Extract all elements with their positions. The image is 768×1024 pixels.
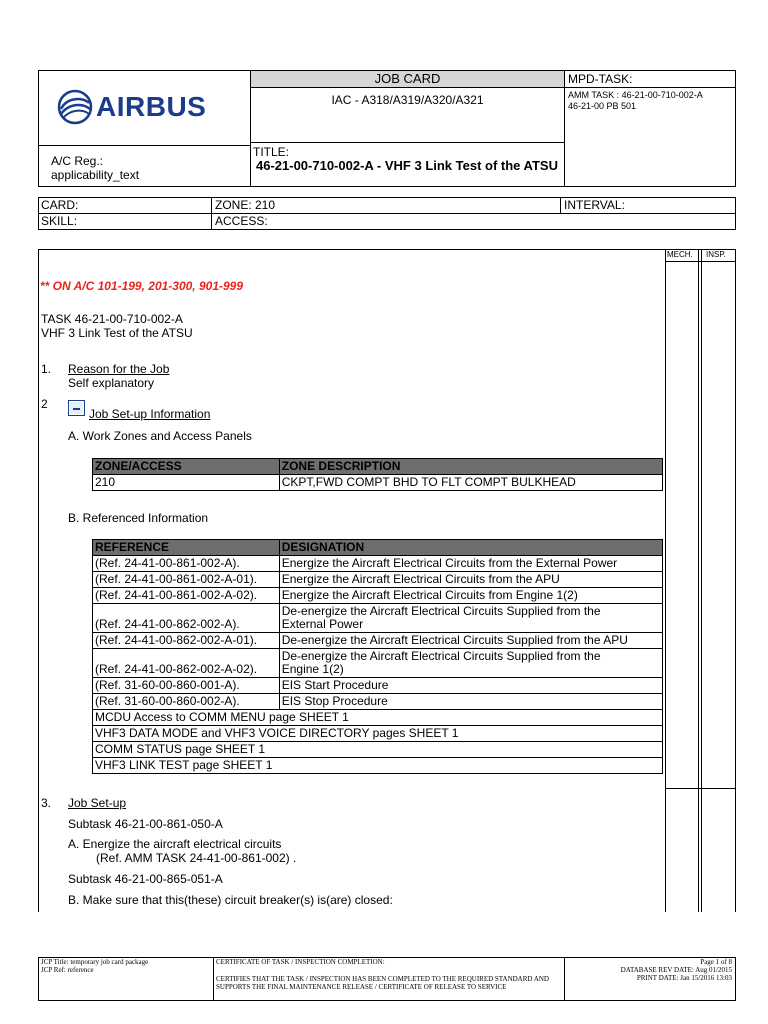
table-row <box>93 742 663 758</box>
table-cell <box>279 572 662 588</box>
ac-reg-value: applicability_text <box>51 168 140 182</box>
signoff-row-line <box>665 788 736 789</box>
reference-table <box>92 539 663 774</box>
mech-column-line <box>701 249 702 912</box>
mech-column-line <box>665 249 666 912</box>
certificate-text: CERTIFIES THAT THE TASK / INSPECTION HAS BEEN COMPLETED TO THE REQUIRED STANDARD AND SUPPORTS THE FINAL MAINTENANCE RELEASE / CERTIFICATE OF RELEASE TO SERVICE <box>216 975 549 991</box>
designation-line: Engine 1(2) <box>281 662 344 676</box>
table-row <box>93 649 663 678</box>
aircraft-type: IAC - A318/A319/A320/A321 <box>331 93 484 107</box>
table-cell: (Ref. 24-41-00-861-002-A-01). <box>93 572 280 588</box>
mech-column-line <box>698 249 699 912</box>
section-2b: B. Referenced Information <box>68 511 209 525</box>
table-cell: (Ref. 24-41-00-862-002-A-01). <box>93 633 280 649</box>
jcp-ref: JCP Ref: reference <box>41 966 94 974</box>
section-2-number: 2 <box>41 397 48 411</box>
table-row <box>93 604 663 633</box>
page-number: Page 1 of 8 <box>700 958 732 966</box>
table-cell: (Ref. 31-60-00-860-002-A). <box>93 694 280 710</box>
info-divider <box>560 197 561 213</box>
section-2-title: Job Set-up Information <box>89 407 211 421</box>
signoff-row-line <box>665 261 736 262</box>
table-cell <box>279 649 662 678</box>
footer-divider <box>213 957 214 1001</box>
card-field: CARD: <box>41 198 79 212</box>
designation-line: Energize the Aircraft Electrical Circuits from Engine 1(2) <box>281 588 578 602</box>
table-row <box>93 758 663 774</box>
designation-line: External Power <box>281 617 364 631</box>
table-cell: (Ref. 31-60-00-860-001-A). <box>93 678 280 694</box>
table-row <box>93 475 663 491</box>
amm-task: AMM TASK : 46-21-00-710-002-A <box>568 90 703 100</box>
mpd-task-label: MPD-TASK: <box>568 72 633 86</box>
access-field: ACCESS: <box>215 214 268 228</box>
designation-line: Energize the Aircraft Electrical Circuits from the APU <box>281 572 560 586</box>
subtask-2: Subtask 46-21-00-865-051-A <box>68 872 223 886</box>
table-cell: (Ref. 24-41-00-861-002-A). <box>93 556 280 572</box>
header-divider <box>250 142 564 143</box>
print-date: PRINT DATE: Jan 15/2016 13:03 <box>636 974 732 982</box>
table-cell: (Ref. 24-41-00-861-002-A-02). <box>93 588 280 604</box>
jcp-title: JCP Title: temporary job card package <box>41 958 149 966</box>
certificate-title: CERTIFICATE OF TASK / INSPECTION COMPLETION: <box>216 958 385 966</box>
reference-table-header-cell: REFERENCE <box>93 540 280 556</box>
table-row <box>93 710 663 726</box>
zone-table-header-cell: ZONE DESCRIPTION <box>279 459 662 475</box>
body-frame-top <box>38 249 736 250</box>
table-cell: (Ref. 24-41-00-862-002-A). <box>93 604 280 633</box>
zone-table-header <box>93 459 663 475</box>
table-row <box>93 572 663 588</box>
section-1-text: Self explanatory <box>68 376 155 390</box>
table-cell <box>279 694 662 710</box>
table-cell <box>279 633 662 649</box>
designation-line: EIS Start Procedure <box>281 678 389 692</box>
effectivity: ** ON A/C 101-199, 201-300, 901-999 <box>40 279 244 293</box>
designation-line: Energize the Aircraft Electrical Circuits from the External Power <box>281 556 618 570</box>
subtask-2-step-b: B. Make sure that this(these) circuit breaker(s) is(are) closed: <box>68 893 393 907</box>
table-row <box>93 588 663 604</box>
ac-reg-label: A/C Reg.: <box>51 154 104 168</box>
mech-header: MECH. <box>667 250 693 259</box>
designation-line: De-energize the Aircraft Electrical Circuits Supplied from the <box>281 604 601 618</box>
minus-box-icon[interactable] <box>68 400 85 416</box>
table-row <box>93 556 663 572</box>
info-divider <box>211 197 212 230</box>
reference-table-header-cell: DESIGNATION <box>279 540 662 556</box>
table-cell: VHF3 DATA MODE and VHF3 VOICE DIRECTORY pages SHEET 1 <box>93 726 663 742</box>
table-cell: (Ref. 24-41-00-862-002-A-02). <box>93 649 280 678</box>
subtask-1-step-a: A. Energize the aircraft electrical circuits <box>68 837 282 851</box>
section-1-title: Reason for the Job <box>68 362 170 376</box>
body-frame-left <box>38 249 39 912</box>
zone-field: ZONE: 210 <box>215 198 276 212</box>
interval-field: INTERVAL: <box>564 198 625 212</box>
task-id: TASK 46-21-00-710-002-A <box>41 312 183 326</box>
job-card-title: JOB CARD <box>374 71 441 86</box>
section-2a: A. Work Zones and Access Panels <box>68 429 252 443</box>
section-1-number: 1. <box>41 362 52 376</box>
section-3-number: 3. <box>41 796 52 810</box>
skill-field: SKILL: <box>41 214 78 228</box>
table-cell <box>279 588 662 604</box>
info-divider <box>38 213 736 214</box>
zone-table-header-cell: ZONE/ACCESS <box>93 459 280 475</box>
designation-line: EIS Stop Procedure <box>281 694 388 708</box>
insp-header: INSP. <box>706 250 726 259</box>
table-row <box>93 694 663 710</box>
table-row <box>93 678 663 694</box>
amm-task-pb: 46-21-00 PB 501 <box>568 101 637 111</box>
database-rev-date: DATABASE REV DATE: Aug 01/2015 <box>620 966 732 974</box>
title-label: TITLE: <box>253 145 290 159</box>
table-cell: COMM STATUS page SHEET 1 <box>93 742 663 758</box>
designation-line: De-energize the Aircraft Electrical Circuits Supplied from the <box>281 649 601 663</box>
table-cell <box>279 556 662 572</box>
table-cell: MCDU Access to COMM MENU page SHEET 1 <box>93 710 663 726</box>
section-3-title: Job Set-up <box>68 796 127 810</box>
table-cell: 210 <box>93 475 280 491</box>
table-row <box>93 633 663 649</box>
table-cell <box>279 604 662 633</box>
title-value: 46-21-00-710-002-A - VHF 3 Link Test of the ATSU <box>256 158 558 173</box>
table-cell: VHF3 LINK TEST page SHEET 1 <box>93 758 663 774</box>
designation-line: De-energize the Aircraft Electrical Circuits Supplied from the APU <box>281 633 628 647</box>
footer-divider <box>564 957 565 1001</box>
body-frame-right <box>735 249 736 912</box>
airbus-logo-text: AIRBUS <box>96 91 207 122</box>
table-cell: CKPT,FWD COMPT BHD TO FLT COMPT BULKHEAD <box>279 475 662 491</box>
subtask-1-ref: (Ref. AMM TASK 24-41-00-861-002) . <box>96 851 297 865</box>
table-cell <box>279 678 662 694</box>
zone-table <box>92 458 663 491</box>
table-row <box>93 726 663 742</box>
task-title: VHF 3 Link Test of the ATSU <box>41 326 193 340</box>
reference-table-header <box>93 540 663 556</box>
header-divider <box>38 145 250 146</box>
subtask-1: Subtask 46-21-00-861-050-A <box>68 817 223 831</box>
header-divider <box>250 87 736 88</box>
